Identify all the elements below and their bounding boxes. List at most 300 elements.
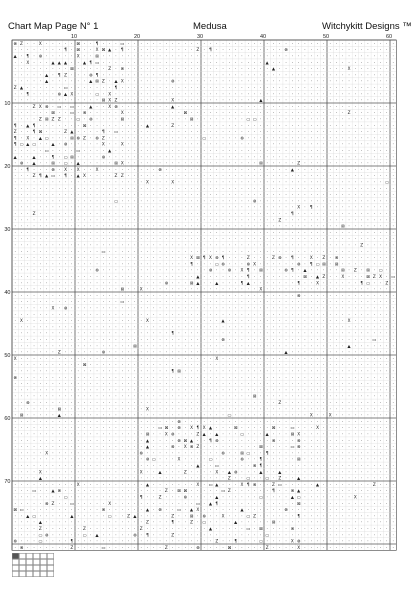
stitch-symbol: · xyxy=(65,324,66,329)
stitch-symbol: · xyxy=(317,186,318,191)
stitch-symbol: · xyxy=(134,148,135,153)
stitch-symbol: · xyxy=(52,230,53,235)
stitch-symbol: · xyxy=(304,501,305,506)
stitch-symbol: · xyxy=(329,154,330,159)
stitch-symbol: · xyxy=(304,482,305,487)
stitch-symbol: · xyxy=(260,438,261,443)
stitch-symbol: · xyxy=(65,501,66,506)
stitch-symbol: · xyxy=(298,520,299,525)
stitch-symbol: · xyxy=(96,299,97,304)
stitch-symbol: · xyxy=(279,180,280,185)
stitch-symbol: · xyxy=(203,400,204,405)
stitch-symbol: · xyxy=(14,324,15,329)
stitch-symbol: · xyxy=(103,85,104,90)
stitch-symbol: · xyxy=(235,236,236,241)
stitch-symbol: · xyxy=(361,476,362,481)
stitch-symbol: · xyxy=(392,432,393,437)
stitch-symbol: · xyxy=(386,117,387,122)
stitch-symbol: · xyxy=(229,387,230,392)
stitch-symbol: · xyxy=(374,180,375,185)
stitch-symbol: · xyxy=(285,123,286,128)
stitch-symbol: · xyxy=(71,255,72,260)
stitch-symbol: · xyxy=(273,324,274,329)
stitch-symbol: · xyxy=(153,495,154,500)
stitch-symbol: · xyxy=(317,375,318,380)
stitch-symbol: ▲ xyxy=(272,66,276,71)
stitch-symbol: · xyxy=(361,192,362,197)
stitch-symbol: · xyxy=(115,457,116,462)
stitch-symbol: · xyxy=(311,230,312,235)
stitch-symbol: · xyxy=(336,381,337,386)
stitch-symbol: · xyxy=(153,148,154,153)
stitch-symbol: · xyxy=(361,387,362,392)
stitch-symbol: · xyxy=(122,413,123,418)
stitch-symbol: · xyxy=(115,211,116,216)
stitch-symbol: · xyxy=(229,343,230,348)
stitch-symbol: · xyxy=(298,369,299,374)
stitch-symbol: · xyxy=(128,167,129,172)
stitch-symbol: · xyxy=(203,186,204,191)
stitch-symbol: ▲ xyxy=(266,432,270,437)
stitch-symbol: · xyxy=(336,513,337,518)
stitch-symbol: · xyxy=(216,66,217,71)
stitch-symbol: · xyxy=(27,394,28,399)
stitch-symbol: · xyxy=(96,117,97,122)
stitch-symbol: · xyxy=(140,47,141,52)
stitch-symbol: · xyxy=(203,495,204,500)
stitch-symbol: · xyxy=(172,318,173,323)
stitch-symbol: · xyxy=(292,60,293,65)
stitch-symbol: · xyxy=(329,110,330,115)
stitch-symbol: · xyxy=(153,532,154,537)
stitch-symbol: · xyxy=(84,450,85,455)
stitch-symbol: · xyxy=(71,148,72,153)
stitch-symbol: ▭ xyxy=(114,198,118,203)
stitch-symbol: · xyxy=(65,192,66,197)
stitch-symbol: · xyxy=(71,419,72,424)
stitch-symbol: · xyxy=(266,91,267,96)
stitch-symbol: · xyxy=(374,343,375,348)
stitch-symbol: · xyxy=(178,72,179,77)
stitch-symbol: · xyxy=(128,318,129,323)
stitch-symbol: · xyxy=(96,255,97,260)
stitch-symbol: · xyxy=(21,230,22,235)
stitch-symbol: · xyxy=(304,104,305,109)
stitch-symbol: · xyxy=(140,186,141,191)
stitch-symbol: · xyxy=(128,526,129,531)
stitch-symbol: · xyxy=(71,476,72,481)
stitch-symbol: · xyxy=(361,274,362,279)
stitch-symbol: · xyxy=(210,394,211,399)
stitch-symbol: · xyxy=(147,47,148,52)
stitch-symbol: · xyxy=(210,293,211,298)
stitch-symbol: · xyxy=(134,192,135,197)
stitch-symbol: · xyxy=(59,331,60,336)
stitch-symbol: · xyxy=(336,318,337,323)
stitch-symbol: · xyxy=(52,66,53,71)
stitch-symbol: · xyxy=(235,91,236,96)
stitch-symbol: ▭ xyxy=(45,148,49,153)
stitch-symbol: · xyxy=(40,406,41,411)
stitch-symbol: ⊗ xyxy=(64,142,68,147)
stitch-symbol: · xyxy=(147,110,148,115)
stitch-symbol: · xyxy=(273,350,274,355)
stitch-symbol: · xyxy=(298,110,299,115)
stitch-symbol: · xyxy=(27,438,28,443)
stitch-symbol: ⊠ xyxy=(366,274,370,279)
stitch-symbol: · xyxy=(361,47,362,52)
stitch-symbol: · xyxy=(210,432,211,437)
stitch-symbol: · xyxy=(14,217,15,222)
stitch-symbol: X xyxy=(121,161,124,166)
stitch-symbol: · xyxy=(65,104,66,109)
stitch-symbol: · xyxy=(153,255,154,260)
stitch-symbol: · xyxy=(178,205,179,210)
stitch-symbol: · xyxy=(203,306,204,311)
stitch-symbol: · xyxy=(203,198,204,203)
stitch-symbol: · xyxy=(90,161,91,166)
stitch-symbol: · xyxy=(40,243,41,248)
stitch-symbol: · xyxy=(90,438,91,443)
stitch-symbol: · xyxy=(323,117,324,122)
stitch-symbol: X xyxy=(178,457,181,462)
stitch-symbol: · xyxy=(336,54,337,59)
stitch-symbol: · xyxy=(109,211,110,216)
stitch-symbol: · xyxy=(140,432,141,437)
stitch-symbol: · xyxy=(329,495,330,500)
stitch-symbol: · xyxy=(84,488,85,493)
stitch-symbol: · xyxy=(342,217,343,222)
stitch-symbol: · xyxy=(159,60,160,65)
stitch-symbol: · xyxy=(178,337,179,342)
stitch-symbol: · xyxy=(298,406,299,411)
stitch-symbol: · xyxy=(185,211,186,216)
stitch-symbol: · xyxy=(336,438,337,443)
stitch-symbol: · xyxy=(172,167,173,172)
stitch-symbol: · xyxy=(304,148,305,153)
stitch-symbol: · xyxy=(210,180,211,185)
stitch-symbol: · xyxy=(103,356,104,361)
stitch-symbol: · xyxy=(279,432,280,437)
stitch-symbol: · xyxy=(392,413,393,418)
stitch-symbol: · xyxy=(317,495,318,500)
stitch-symbol: · xyxy=(374,432,375,437)
stitch-symbol: · xyxy=(178,394,179,399)
stitch-symbol: · xyxy=(367,135,368,140)
stitch-symbol: · xyxy=(361,507,362,512)
stitch-symbol: · xyxy=(273,507,274,512)
stitch-symbol: · xyxy=(273,362,274,367)
stitch-symbol: · xyxy=(84,457,85,462)
stitch-symbol: · xyxy=(153,274,154,279)
stitch-symbol: · xyxy=(235,482,236,487)
stitch-symbol: X xyxy=(146,180,149,185)
stitch-symbol: ⊗ xyxy=(146,457,150,462)
stitch-symbol: · xyxy=(317,413,318,418)
stitch-symbol: · xyxy=(77,520,78,525)
stitch-symbol: · xyxy=(329,243,330,248)
stitch-symbol: ⊗ xyxy=(89,117,93,122)
stitch-symbol: · xyxy=(84,469,85,474)
stitch-symbol: · xyxy=(191,312,192,317)
stitch-symbol: · xyxy=(304,66,305,71)
stitch-symbol: · xyxy=(84,356,85,361)
stitch-symbol: · xyxy=(46,243,47,248)
stitch-symbol: · xyxy=(311,79,312,84)
stitch-symbol: · xyxy=(185,192,186,197)
stitch-symbol: · xyxy=(241,274,242,279)
stitch-symbol: · xyxy=(285,167,286,172)
stitch-symbol: · xyxy=(103,425,104,430)
stitch-symbol: · xyxy=(40,400,41,405)
stitch-symbol: · xyxy=(134,72,135,77)
stitch-symbol: · xyxy=(166,123,167,128)
stitch-symbol: · xyxy=(109,425,110,430)
stitch-symbol: · xyxy=(348,432,349,437)
stitch-symbol: · xyxy=(216,476,217,481)
stitch-symbol: · xyxy=(84,148,85,153)
stitch-symbol: · xyxy=(279,54,280,59)
stitch-symbol: · xyxy=(147,350,148,355)
stitch-symbol: · xyxy=(128,482,129,487)
stitch-symbol: · xyxy=(254,337,255,342)
stitch-symbol: · xyxy=(197,41,198,46)
stitch-symbol: · xyxy=(21,104,22,109)
stitch-symbol: · xyxy=(46,129,47,134)
stitch-symbol: · xyxy=(90,457,91,462)
stitch-symbol: · xyxy=(336,306,337,311)
stitch-symbol: · xyxy=(380,249,381,254)
stitch-symbol: · xyxy=(77,192,78,197)
stitch-symbol: · xyxy=(147,331,148,336)
stitch-symbol: · xyxy=(254,123,255,128)
stitch-symbol: · xyxy=(260,224,261,229)
stitch-symbol: · xyxy=(134,261,135,266)
stitch-symbol: · xyxy=(77,211,78,216)
stitch-symbol: ⊠ xyxy=(165,425,169,430)
stitch-symbol: · xyxy=(392,91,393,96)
stitch-symbol: · xyxy=(65,337,66,342)
stitch-symbol: · xyxy=(241,331,242,336)
stitch-symbol: · xyxy=(241,419,242,424)
stitch-symbol: · xyxy=(386,318,387,323)
stitch-symbol: · xyxy=(355,129,356,134)
stitch-symbol: · xyxy=(285,476,286,481)
stitch-symbol: · xyxy=(134,129,135,134)
stitch-symbol: · xyxy=(128,324,129,329)
stitch-symbol: · xyxy=(241,444,242,449)
stitch-symbol: · xyxy=(266,318,267,323)
stitch-symbol: · xyxy=(380,135,381,140)
stitch-symbol: · xyxy=(14,72,15,77)
stitch-symbol: · xyxy=(329,236,330,241)
stitch-symbol: X xyxy=(146,406,149,411)
stitch-symbol: · xyxy=(304,135,305,140)
stitch-symbol: · xyxy=(185,167,186,172)
stitch-symbol: · xyxy=(311,400,312,405)
stitch-symbol: · xyxy=(380,85,381,90)
stitch-symbol: Z xyxy=(253,513,256,518)
stitch-symbol: · xyxy=(153,261,154,266)
stitch-symbol: · xyxy=(386,299,387,304)
stitch-symbol: · xyxy=(380,381,381,386)
stitch-symbol: · xyxy=(203,350,204,355)
stitch-symbol: · xyxy=(380,306,381,311)
stitch-symbol: · xyxy=(361,135,362,140)
stitch-symbol: · xyxy=(266,457,267,462)
stitch-symbol: · xyxy=(266,142,267,147)
stitch-symbol: · xyxy=(210,198,211,203)
stitch-symbol: · xyxy=(355,211,356,216)
stitch-symbol: ▲ xyxy=(196,463,200,468)
stitch-symbol: · xyxy=(185,60,186,65)
stitch-symbol: · xyxy=(329,287,330,292)
stitch-symbol: · xyxy=(210,406,211,411)
stitch-symbol: · xyxy=(59,495,60,500)
stitch-symbol: · xyxy=(59,230,60,235)
stitch-symbol: · xyxy=(248,217,249,222)
stitch-symbol: · xyxy=(279,532,280,537)
stitch-symbol: · xyxy=(77,123,78,128)
stitch-symbol: · xyxy=(147,287,148,292)
stitch-symbol: ▲ xyxy=(133,513,137,518)
stitch-symbol: · xyxy=(59,324,60,329)
stitch-symbol: · xyxy=(380,318,381,323)
stitch-symbol: · xyxy=(96,110,97,115)
stitch-symbol: · xyxy=(229,249,230,254)
stitch-symbol: · xyxy=(355,167,356,172)
stitch-symbol: · xyxy=(311,463,312,468)
stitch-symbol: · xyxy=(172,387,173,392)
stitch-symbol: · xyxy=(348,450,349,455)
stitch-symbol: · xyxy=(254,236,255,241)
stitch-symbol: · xyxy=(279,236,280,241)
stitch-symbol: · xyxy=(323,211,324,216)
stitch-symbol: · xyxy=(241,381,242,386)
stitch-symbol: · xyxy=(361,299,362,304)
stitch-symbol: · xyxy=(153,343,154,348)
stitch-symbol: · xyxy=(40,280,41,285)
stitch-symbol: · xyxy=(185,381,186,386)
stitch-symbol: ⊠ xyxy=(240,450,244,455)
stitch-symbol: · xyxy=(235,224,236,229)
stitch-symbol: · xyxy=(342,520,343,525)
stitch-symbol: · xyxy=(103,476,104,481)
stitch-symbol: · xyxy=(235,324,236,329)
stitch-symbol: · xyxy=(134,255,135,260)
stitch-symbol: · xyxy=(14,406,15,411)
stitch-symbol: · xyxy=(115,526,116,531)
stitch-symbol: · xyxy=(222,501,223,506)
stitch-symbol: · xyxy=(355,457,356,462)
stitch-symbol: · xyxy=(96,66,97,71)
stitch-symbol: · xyxy=(65,362,66,367)
stitch-symbol: · xyxy=(248,72,249,77)
stitch-symbol: · xyxy=(355,482,356,487)
stitch-symbol: · xyxy=(342,369,343,374)
stitch-symbol: · xyxy=(52,318,53,323)
stitch-symbol: · xyxy=(52,375,53,380)
stitch-symbol: · xyxy=(77,450,78,455)
stitch-symbol: · xyxy=(166,406,167,411)
stitch-symbol: · xyxy=(235,79,236,84)
stitch-symbol: · xyxy=(374,356,375,361)
stitch-symbol: · xyxy=(166,249,167,254)
stitch-symbol: · xyxy=(361,198,362,203)
stitch-symbol: · xyxy=(336,110,337,115)
stitch-symbol: · xyxy=(178,432,179,437)
stitch-symbol: · xyxy=(191,331,192,336)
stitch-symbol: · xyxy=(292,198,293,203)
stitch-symbol: · xyxy=(14,381,15,386)
stitch-symbol: · xyxy=(248,469,249,474)
stitch-symbol: · xyxy=(128,337,129,342)
stitch-symbol: · xyxy=(222,268,223,273)
stitch-symbol: · xyxy=(241,463,242,468)
stitch-symbol: · xyxy=(304,173,305,178)
stitch-symbol: ⊗ xyxy=(284,507,288,512)
stitch-symbol: · xyxy=(14,236,15,241)
stitch-symbol: · xyxy=(229,280,230,285)
stitch-symbol: · xyxy=(235,293,236,298)
stitch-symbol: · xyxy=(216,91,217,96)
stitch-symbol: · xyxy=(103,381,104,386)
stitch-symbol: · xyxy=(134,450,135,455)
stitch-symbol: · xyxy=(380,224,381,229)
stitch-symbol: · xyxy=(285,457,286,462)
stitch-symbol: · xyxy=(336,312,337,317)
stitch-symbol: · xyxy=(374,425,375,430)
stitch-symbol: · xyxy=(317,394,318,399)
stitch-symbol: · xyxy=(84,463,85,468)
stitch-symbol: · xyxy=(380,280,381,285)
stitch-symbol: · xyxy=(285,66,286,71)
stitch-symbol: · xyxy=(254,356,255,361)
stitch-symbol: · xyxy=(84,255,85,260)
stitch-symbol: · xyxy=(27,539,28,544)
stitch-symbol: · xyxy=(222,400,223,405)
stitch-symbol: · xyxy=(166,211,167,216)
stitch-symbol: · xyxy=(229,224,230,229)
stitch-symbol: · xyxy=(71,161,72,166)
stitch-symbol: · xyxy=(122,243,123,248)
stitch-symbol: · xyxy=(128,274,129,279)
stitch-symbol: · xyxy=(203,299,204,304)
stitch-symbol: · xyxy=(367,142,368,147)
stitch-symbol: · xyxy=(122,192,123,197)
stitch-symbol: · xyxy=(266,444,267,449)
stitch-symbol: · xyxy=(229,432,230,437)
stitch-symbol: · xyxy=(210,387,211,392)
stitch-symbol: · xyxy=(203,230,204,235)
stitch-symbol: · xyxy=(348,79,349,84)
stitch-symbol: · xyxy=(128,280,129,285)
stitch-symbol: · xyxy=(140,299,141,304)
stitch-symbol: · xyxy=(323,375,324,380)
stitch-symbol: Z xyxy=(58,117,61,122)
stitch-symbol: · xyxy=(27,387,28,392)
stitch-symbol: · xyxy=(109,293,110,298)
stitch-symbol: · xyxy=(197,450,198,455)
stitch-symbol: · xyxy=(392,161,393,166)
stitch-symbol: · xyxy=(109,318,110,323)
stitch-symbol: · xyxy=(90,337,91,342)
stitch-symbol: ¶ xyxy=(121,47,124,52)
stitch-symbol: · xyxy=(71,41,72,46)
stitch-symbol: · xyxy=(348,274,349,279)
stitch-symbol: · xyxy=(386,129,387,134)
stitch-symbol: · xyxy=(140,381,141,386)
